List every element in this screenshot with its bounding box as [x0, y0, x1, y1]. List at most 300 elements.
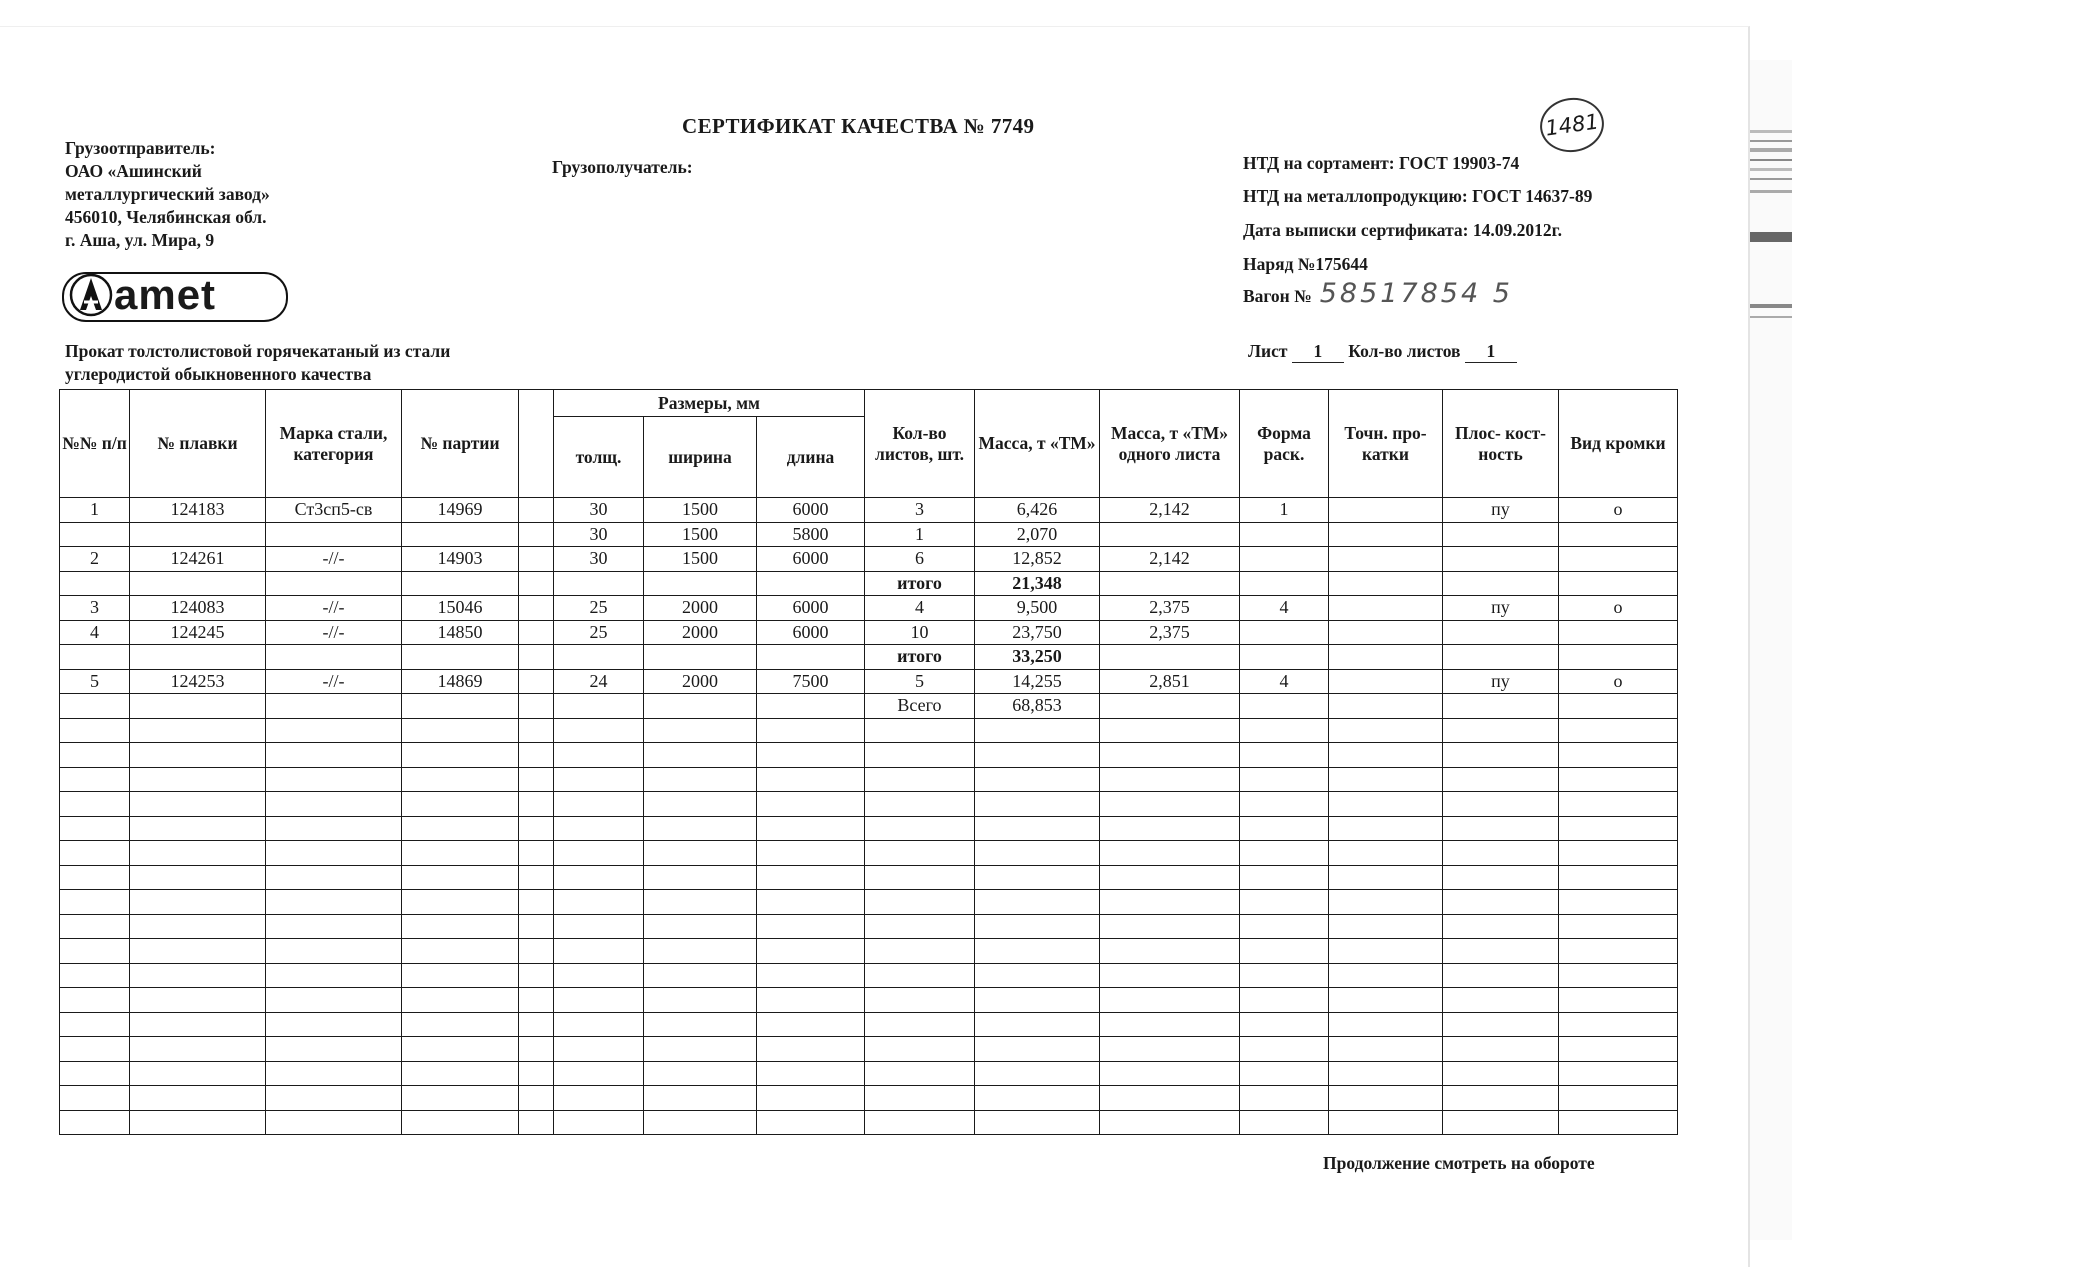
table-cell [402, 792, 519, 817]
table-cell [1443, 1037, 1559, 1062]
table-cell [1443, 571, 1559, 596]
table-cell [1329, 743, 1443, 768]
table-cell [1100, 1110, 1240, 1135]
table-cell [402, 694, 519, 719]
table-cell [644, 816, 757, 841]
table-cell [644, 1110, 757, 1135]
table-cell [1100, 1012, 1240, 1037]
table-cell [266, 1086, 402, 1111]
table-cell [60, 1037, 130, 1062]
empty-row [60, 988, 1678, 1013]
table-cell: 6,426 [975, 498, 1100, 523]
table-cell: 2,142 [1100, 498, 1240, 523]
table-cell: 1 [1240, 498, 1329, 523]
table-cell [1240, 1110, 1329, 1135]
table-cell [519, 816, 554, 841]
table-cell [975, 865, 1100, 890]
header-melt: № плавки [130, 390, 266, 498]
table-cell [757, 1012, 865, 1037]
header-dimensions: Размеры, мм [554, 390, 865, 417]
table-cell [554, 963, 644, 988]
table-cell [266, 988, 402, 1013]
table-cell: 9,500 [975, 596, 1100, 621]
table-cell [1240, 743, 1329, 768]
table-cell [757, 743, 865, 768]
table-cell [1100, 767, 1240, 792]
table-cell [130, 1012, 266, 1037]
table-cell: Ст3сп5-св [266, 498, 402, 523]
table-cell [519, 1061, 554, 1086]
table-cell [644, 1086, 757, 1111]
table-cell [644, 939, 757, 964]
table-cell [1443, 963, 1559, 988]
table-row [60, 596, 1678, 621]
table-cell [1240, 939, 1329, 964]
table-cell [130, 1086, 266, 1111]
table-cell: -//- [266, 547, 402, 572]
table-cell: 6000 [757, 596, 865, 621]
table-cell [757, 1037, 865, 1062]
table-cell [1559, 694, 1678, 719]
table-cell [519, 522, 554, 547]
table-cell [1100, 865, 1240, 890]
table-cell [1240, 914, 1329, 939]
table-cell [1329, 988, 1443, 1013]
table-cell: -//- [266, 620, 402, 645]
table-cell [1329, 1086, 1443, 1111]
table-row [60, 571, 1678, 596]
table-cell [1240, 522, 1329, 547]
table-cell: 6000 [757, 547, 865, 572]
table-cell [402, 1012, 519, 1037]
table-cell [402, 1110, 519, 1135]
table-cell [130, 718, 266, 743]
table-cell [60, 571, 130, 596]
table-cell [1240, 841, 1329, 866]
table-cell [644, 743, 757, 768]
table-cell [60, 743, 130, 768]
header-edge-type: Вид кромки [1559, 390, 1678, 498]
table-cell: пу [1443, 669, 1559, 694]
table-cell: пу [1443, 596, 1559, 621]
table-cell [644, 1061, 757, 1086]
empty-row [60, 792, 1678, 817]
table-cell: 2,142 [1100, 547, 1240, 572]
empty-row [60, 914, 1678, 939]
table-cell [1100, 890, 1240, 915]
header-flatness: Плос- кост- ность [1443, 390, 1559, 498]
wagon-row [1243, 278, 1513, 309]
table-cell [975, 963, 1100, 988]
table-cell [60, 939, 130, 964]
table-cell [519, 988, 554, 1013]
table-cell [1240, 645, 1329, 670]
table-cell: 6000 [757, 620, 865, 645]
table-cell [865, 718, 975, 743]
table-cell: о [1559, 669, 1678, 694]
table-cell [644, 792, 757, 817]
table-cell [975, 1037, 1100, 1062]
table-cell [1100, 571, 1240, 596]
empty-row [60, 1037, 1678, 1062]
table-cell [554, 792, 644, 817]
table-cell: 30 [554, 547, 644, 572]
table-cell [1329, 571, 1443, 596]
table-cell [1443, 1061, 1559, 1086]
table-cell: 5800 [757, 522, 865, 547]
table-cell: 25 [554, 620, 644, 645]
table-cell [402, 743, 519, 768]
table-cell [519, 1110, 554, 1135]
table-cell [60, 694, 130, 719]
table-cell [60, 522, 130, 547]
product-line: углеродистой обыкновенного качества [65, 364, 372, 384]
table-cell: 124245 [130, 620, 266, 645]
table-cell [1329, 1110, 1443, 1135]
table-cell [266, 841, 402, 866]
table-cell [1329, 1037, 1443, 1062]
wagon-label: Вагон № [1243, 286, 1312, 306]
header-cut-form: Форма раск. [1240, 390, 1329, 498]
table-cell [266, 1061, 402, 1086]
table-cell [1559, 865, 1678, 890]
table-cell [1559, 841, 1678, 866]
table-cell [554, 988, 644, 1013]
table-cell [60, 841, 130, 866]
table-cell [519, 743, 554, 768]
table-cell: 25 [554, 596, 644, 621]
table-cell: пу [1443, 498, 1559, 523]
table-cell [60, 988, 130, 1013]
table-cell [1443, 865, 1559, 890]
table-cell [402, 1061, 519, 1086]
table-cell [1559, 1061, 1678, 1086]
table-cell [975, 743, 1100, 768]
table-cell [60, 865, 130, 890]
table-cell [1329, 963, 1443, 988]
empty-row [60, 816, 1678, 841]
table-cell [266, 792, 402, 817]
table-cell [130, 865, 266, 890]
table-cell: 14903 [402, 547, 519, 572]
table-cell [1240, 1061, 1329, 1086]
table-cell [644, 988, 757, 1013]
table-cell: 10 [865, 620, 975, 645]
table-cell [975, 792, 1100, 817]
table-cell [865, 1110, 975, 1135]
table-cell [1443, 890, 1559, 915]
table-cell [266, 694, 402, 719]
table-cell [266, 645, 402, 670]
table-cell [554, 694, 644, 719]
table-cell: о [1559, 596, 1678, 621]
table-cell [519, 914, 554, 939]
table-cell [757, 694, 865, 719]
table-cell: 124253 [130, 669, 266, 694]
table-cell [1329, 498, 1443, 523]
sheet-count-row [1248, 341, 1517, 363]
table-cell [757, 841, 865, 866]
table-cell [1559, 620, 1678, 645]
table-cell [1240, 963, 1329, 988]
table-cell: 4 [60, 620, 130, 645]
table-cell [1559, 645, 1678, 670]
table-cell [1100, 718, 1240, 743]
shipper-line: 456010, Челябинская обл. [65, 207, 267, 227]
table-cell [1443, 620, 1559, 645]
table-cell [130, 841, 266, 866]
table-cell [1100, 963, 1240, 988]
table-cell: 1500 [644, 522, 757, 547]
table-cell: 6000 [757, 498, 865, 523]
table-cell [60, 890, 130, 915]
table-cell [130, 792, 266, 817]
table-row [60, 522, 1678, 547]
handwritten-number: 1481 [1537, 94, 1608, 156]
table-cell [60, 963, 130, 988]
table-cell [1100, 841, 1240, 866]
table-cell [1559, 890, 1678, 915]
table-cell [1100, 1086, 1240, 1111]
table-cell [757, 645, 865, 670]
table-cell [266, 1110, 402, 1135]
header-batch: № партии [402, 390, 519, 498]
table-cell [975, 890, 1100, 915]
table-cell [402, 645, 519, 670]
table-cell [1443, 816, 1559, 841]
table-cell: 5 [60, 669, 130, 694]
table-cell [266, 522, 402, 547]
table-cell: итого [865, 571, 975, 596]
table-cell [865, 890, 975, 915]
table-cell [1559, 522, 1678, 547]
table-cell [130, 522, 266, 547]
table-cell [1559, 718, 1678, 743]
table-cell [1443, 792, 1559, 817]
table-cell [1559, 963, 1678, 988]
logo-wordmark: amet [114, 271, 217, 318]
table-cell [644, 767, 757, 792]
sheet-value: 1 [1292, 341, 1344, 363]
table-cell: -//- [266, 669, 402, 694]
table-cell [402, 914, 519, 939]
table-cell [1329, 841, 1443, 866]
table-cell [554, 865, 644, 890]
empty-row [60, 841, 1678, 866]
table-cell [1329, 890, 1443, 915]
table-cell [1240, 816, 1329, 841]
empty-row [60, 890, 1678, 915]
table-cell [1100, 694, 1240, 719]
empty-row [60, 743, 1678, 768]
table-cell [60, 1110, 130, 1135]
table-cell [519, 865, 554, 890]
table-cell [402, 865, 519, 890]
table-cell: 14,255 [975, 669, 1100, 694]
continuation-note: Продолжение смотреть на обороте [1323, 1153, 1595, 1173]
table-cell [519, 963, 554, 988]
header-roll-accuracy: Точн. про- катки [1329, 390, 1443, 498]
table-cell [1240, 988, 1329, 1013]
table-cell [554, 816, 644, 841]
table-cell [1329, 522, 1443, 547]
table-cell [130, 914, 266, 939]
table-cell [519, 767, 554, 792]
table-cell [60, 816, 130, 841]
table-cell [1240, 620, 1329, 645]
table-cell: 7500 [757, 669, 865, 694]
table-cell [644, 865, 757, 890]
table-cell [757, 914, 865, 939]
table-cell [266, 718, 402, 743]
table-cell [644, 645, 757, 670]
table-cell [554, 939, 644, 964]
header-num: №№ п/п [60, 390, 130, 498]
header-qty: Кол-во листов, шт. [865, 390, 975, 498]
empty-row [60, 718, 1678, 743]
table-cell [1329, 620, 1443, 645]
table-cell [519, 645, 554, 670]
table-cell [554, 1086, 644, 1111]
table-cell: 3 [865, 498, 975, 523]
table-cell [1559, 1012, 1678, 1037]
table-cell [554, 841, 644, 866]
table-cell [402, 988, 519, 1013]
table-cell [757, 890, 865, 915]
table-cell [266, 1037, 402, 1062]
table-cell: 2,375 [1100, 620, 1240, 645]
table-cell [519, 939, 554, 964]
logo-mark-icon [68, 272, 114, 318]
certificate-title: СЕРТИФИКАТ КАЧЕСТВА № 7749 [682, 114, 1035, 138]
table-cell [402, 1037, 519, 1062]
table-cell [865, 865, 975, 890]
empty-row [60, 767, 1678, 792]
table-cell [757, 718, 865, 743]
table-cell [865, 743, 975, 768]
header-blank [519, 390, 554, 498]
table-cell [519, 792, 554, 817]
table-cell [554, 1037, 644, 1062]
table-cell: 124083 [130, 596, 266, 621]
table-cell [554, 767, 644, 792]
table-cell [1240, 571, 1329, 596]
table-cell: 124183 [130, 498, 266, 523]
empty-row [60, 1110, 1678, 1135]
table-cell [402, 571, 519, 596]
table-cell [1443, 645, 1559, 670]
table-cell [1559, 792, 1678, 817]
header-thickness: толщ. [554, 417, 644, 498]
ntd-metal: НТД на металлопродукцию: ГОСТ 14637-89 [1243, 186, 1593, 206]
table-cell [402, 816, 519, 841]
table-cell [1100, 1037, 1240, 1062]
table-cell [130, 645, 266, 670]
table-cell [1443, 988, 1559, 1013]
table-cell: 2000 [644, 596, 757, 621]
table-cell [266, 571, 402, 596]
table-cell [130, 890, 266, 915]
table-cell [130, 1061, 266, 1086]
product-description [65, 340, 450, 386]
table-cell [266, 914, 402, 939]
table-row [60, 498, 1678, 523]
ntd-assortment: НТД на сортамент: ГОСТ 19903-74 [1243, 153, 1520, 173]
table-cell [1100, 792, 1240, 817]
table-cell [1443, 743, 1559, 768]
table-cell: итого [865, 645, 975, 670]
table-cell [402, 522, 519, 547]
table-cell [644, 841, 757, 866]
table-cell: 30 [554, 498, 644, 523]
table-cell [1240, 865, 1329, 890]
table-row [60, 547, 1678, 572]
table-cell [1559, 767, 1678, 792]
table-cell [1100, 816, 1240, 841]
table-cell [402, 1086, 519, 1111]
table-cell [865, 1061, 975, 1086]
table-cell [60, 914, 130, 939]
table-cell [975, 1086, 1100, 1111]
table-cell [554, 743, 644, 768]
empty-row [60, 1012, 1678, 1037]
table-cell [1100, 988, 1240, 1013]
table-cell [554, 718, 644, 743]
table-cell [130, 816, 266, 841]
table-cell [130, 767, 266, 792]
table-cell [865, 767, 975, 792]
table-cell [1329, 792, 1443, 817]
table-cell [266, 865, 402, 890]
table-cell [1443, 1086, 1559, 1111]
table-cell [1240, 792, 1329, 817]
table-cell: 2000 [644, 620, 757, 645]
table-cell [865, 1037, 975, 1062]
table-body [60, 498, 1678, 1135]
table-cell [975, 1110, 1100, 1135]
table-cell [757, 1061, 865, 1086]
table-cell: 12,852 [975, 547, 1100, 572]
table-cell [130, 939, 266, 964]
table-cell [1329, 694, 1443, 719]
table-cell [130, 571, 266, 596]
table-cell: 6 [865, 547, 975, 572]
table-cell [644, 718, 757, 743]
table-cell: 1500 [644, 498, 757, 523]
amet-logo [62, 268, 290, 324]
table-cell [1240, 694, 1329, 719]
shipper-block [65, 137, 270, 252]
table-cell [757, 988, 865, 1013]
header-grade: Марка стали, категория [266, 390, 402, 498]
table-cell [1329, 547, 1443, 572]
table-cell [1329, 865, 1443, 890]
table-cell [975, 1061, 1100, 1086]
table-cell: 2,070 [975, 522, 1100, 547]
table-cell [1559, 1037, 1678, 1062]
table-cell [402, 767, 519, 792]
table-cell: 2,851 [1100, 669, 1240, 694]
table-cell [1240, 1086, 1329, 1111]
table-cell: 1 [865, 522, 975, 547]
table-cell [1559, 743, 1678, 768]
table-cell [865, 841, 975, 866]
table-cell [1100, 743, 1240, 768]
table-cell [402, 963, 519, 988]
table-cell [402, 841, 519, 866]
table-cell: 21,348 [975, 571, 1100, 596]
table-cell [519, 669, 554, 694]
